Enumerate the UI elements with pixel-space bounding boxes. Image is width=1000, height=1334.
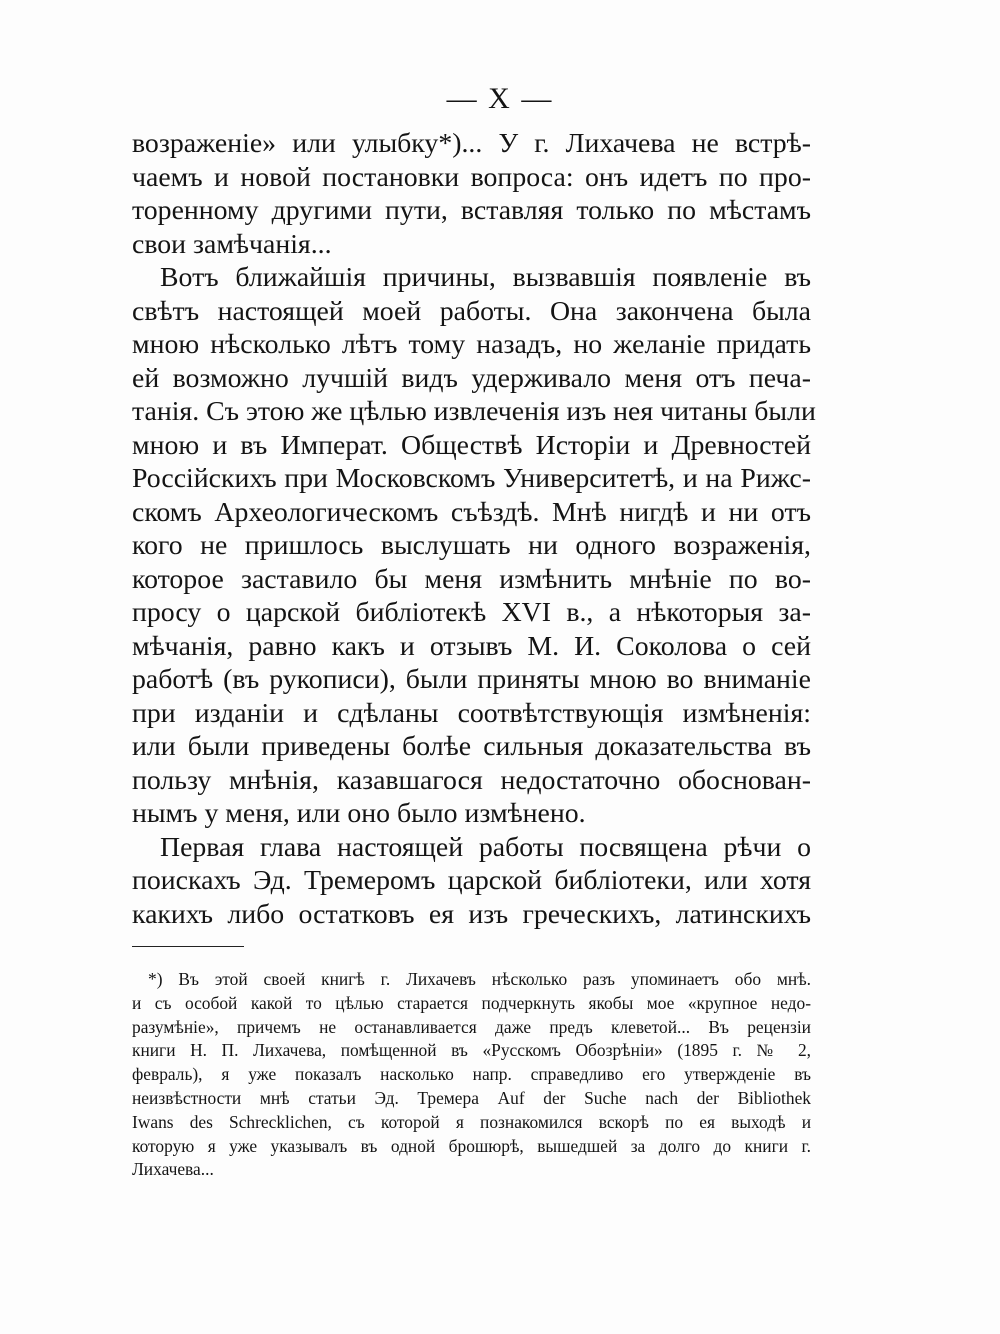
footnote-line: *) Въ этой своей книгѣ г. Лихачевъ нѣсколько разъ упоминаетъ обо мнѣ. (148, 969, 811, 989)
footnote-line: Лихачева... (132, 1159, 214, 1180)
text-line: мною нѣсколько лѣтъ тому назадъ, но желаніе придать (132, 329, 811, 360)
text-line: свѣтъ настоящей моей работы. Она закончена была (132, 295, 811, 327)
text-line: которое заставило бы меня измѣнить мнѣніе по во- (132, 563, 811, 595)
text-line: чаемъ и новой постановки вопроса: онъ идетъ по про- (132, 161, 811, 193)
paragraph-start-line: Первая глава настоящей работы посвящена рѣчи о (160, 831, 811, 863)
text-line: работѣ (въ рукописи), были приняты мною во вниманіе (132, 664, 811, 695)
text-line: скомъ Археологическомъ съѣздѣ. Мнѣ нигдѣ и ни отъ (132, 496, 811, 528)
footnote-block (132, 968, 811, 1182)
text-line: просу о царской библіотекѣ XVI в., а нѣкоторыя за- (132, 597, 811, 628)
text-line: Россійскихъ при Московскомъ Университетѣ, и на Рижс- (132, 463, 811, 494)
text-line: танія. Съ этою же цѣлью извлеченія изъ нея читаны были (132, 396, 816, 427)
footnote-divider (132, 946, 244, 947)
main-text-block (132, 127, 816, 931)
text-line: поискахъ Эд. Тремеромъ царской библіотеки, или хотя (132, 865, 811, 896)
text-line: мѣчанія, равно какъ и отзывъ М. И. Соколова о сей (132, 630, 811, 662)
footnote-line: Iwans des Schrecklichen, съ которой я познакомился вскорѣ по ея выходѣ и (132, 1111, 811, 1132)
paragraph-start-line: Вотъ ближайшія причины, вызвавшія появленіе въ (160, 262, 811, 293)
footnote-line: разумѣніе», причемъ не останавливается даже предъ клеветой... Въ рецензіи (132, 1016, 811, 1037)
text-line: пользу мнѣнія, казавшагося недостаточно обоснован- (132, 764, 811, 796)
text-line: при изданіи и сдѣланы соотвѣтствующія измѣненія: (132, 697, 811, 729)
footnote-line: которую я уже указывалъ въ одной брошюрѣ, вышедшей за долго до книги г. (132, 1135, 811, 1156)
text-line: свои замѣчанія... (132, 228, 332, 260)
footnote-line: февраль), я уже показалъ насколько напр. справедливо его утвержденіе въ (132, 1064, 811, 1085)
footnote-line: книги Н. П. Лихачева, помѣщенной въ «Русскомъ Обозрѣніи» (1895 г. № 2, (132, 1040, 811, 1061)
footnote-line: неизвѣстности мнѣ статьи Эд. Тремера Auf der Suche nach der Bibliothek (132, 1087, 811, 1108)
text-line: торенному другими пути, вставляя только по мѣстамъ (132, 195, 811, 226)
page-number: — X — (446, 82, 554, 115)
footnote-line: и съ особой какой то цѣлью старается подчеркнуть якобы мое «крупное недо- (132, 992, 811, 1013)
text-line: или были приведены болѣе сильныя доказательства въ (132, 731, 811, 762)
text-line: кого не пришлось выслушать ни одного возраженія, (132, 530, 811, 561)
text-line: ей возможно лучшій видъ удерживало меня отъ печа- (132, 362, 811, 394)
text-line: нымъ у меня, или оно было измѣнено. (132, 798, 586, 829)
text-line: мною и въ Императ. Обществѣ Исторіи и Древностей (132, 429, 811, 461)
text-line: какихъ либо остатковъ ея изъ греческихъ, латинскихъ (132, 898, 811, 930)
text-line: возраженіе» или улыбку*)... У г. Лихачева не встрѣ- (132, 128, 811, 159)
